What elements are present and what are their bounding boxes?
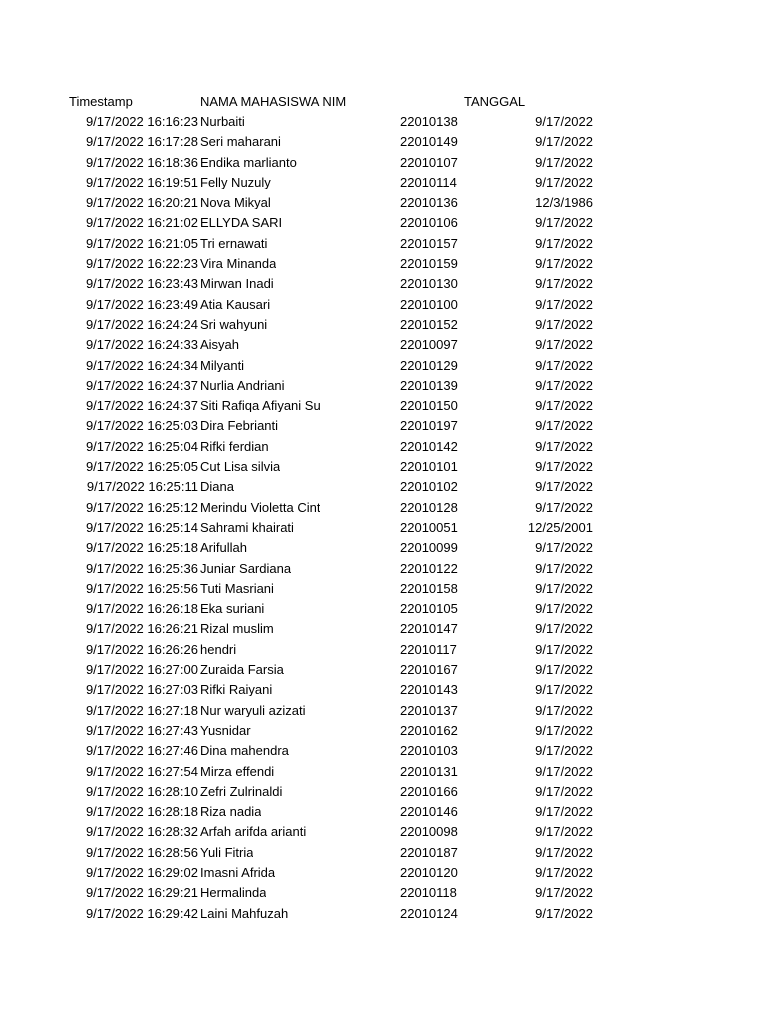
timestamp-cell: 9/17/2022 16:21:02 — [85, 215, 198, 231]
table-row — [0, 359, 768, 379]
date-cell: 9/17/2022 — [535, 377, 593, 393]
date-cell: 9/17/2022 — [535, 905, 593, 921]
table-row — [0, 257, 768, 277]
date-cell: 9/17/2022 — [535, 722, 593, 738]
nim-cell: 22010117 — [400, 641, 457, 657]
nim-cell: 22010197 — [400, 418, 458, 434]
nim-cell: 22010120 — [400, 864, 458, 880]
date-cell: 9/17/2022 — [535, 743, 593, 759]
name-cell: Atia Kausari — [200, 297, 271, 311]
table-row — [0, 886, 768, 906]
nim-cell: 22010139 — [400, 377, 458, 393]
name-cell: Cut Lisa silvia — [200, 460, 281, 474]
date-cell: 9/17/2022 — [535, 662, 593, 678]
header-timestamp: Timestamp — [69, 94, 133, 109]
name-cell: Zefri Zulrinaldi — [200, 784, 283, 798]
header-tanggal: TANGGAL — [464, 94, 526, 109]
date-cell: 9/17/2022 — [535, 540, 593, 556]
date-cell: 9/17/2022 — [535, 621, 593, 637]
nim-cell: 22010138 — [400, 114, 458, 129]
table-body — [0, 115, 768, 927]
table-row — [0, 338, 768, 358]
nim-cell: 22010105 — [400, 601, 458, 617]
name-cell: Laini Mahfuzah — [200, 906, 289, 920]
date-cell: 9/17/2022 — [535, 682, 593, 698]
name-cell: Eka suriani — [200, 602, 265, 616]
table-row — [0, 765, 768, 785]
table-row — [0, 135, 768, 155]
name-cell: Yuli Fitria — [200, 845, 254, 859]
timestamp-cell: 9/17/2022 16:16:23 — [85, 114, 198, 129]
timestamp-cell: 9/17/2022 16:25:04 — [85, 438, 198, 454]
nim-cell: 22010187 — [400, 844, 458, 860]
name-cell: Arifullah — [200, 541, 247, 555]
name-cell: Felly Nuzuly — [200, 175, 271, 189]
date-cell: 9/17/2022 — [535, 154, 593, 170]
timestamp-cell: 9/17/2022 16:26:26 — [85, 641, 198, 657]
name-cell: Siti Rafiqa Afiyani Su — [200, 399, 321, 413]
nim-cell: 22010152 — [400, 316, 458, 332]
date-cell: 9/17/2022 — [535, 398, 593, 414]
date-cell: 9/17/2022 — [535, 499, 593, 515]
name-cell: Rizal muslim — [200, 622, 274, 636]
timestamp-cell: 9/17/2022 16:24:24 — [85, 316, 198, 332]
date-cell: 9/17/2022 — [535, 844, 593, 860]
table-row — [0, 237, 768, 257]
name-cell: Sri wahyuni — [200, 317, 268, 331]
name-cell: Nurlia Andriani — [200, 378, 285, 392]
date-cell: 9/17/2022 — [535, 215, 593, 231]
nim-cell: 22010166 — [400, 783, 458, 799]
nim-cell: 22010147 — [400, 621, 458, 637]
table-row — [0, 399, 768, 419]
date-cell: 9/17/2022 — [535, 864, 593, 880]
name-cell: Aisyah — [200, 338, 240, 352]
nim-cell: 22010157 — [400, 235, 458, 251]
name-cell: Dira Febrianti — [200, 419, 279, 433]
timestamp-cell: 9/17/2022 16:23:49 — [85, 296, 198, 312]
date-cell: 9/17/2022 — [535, 560, 593, 576]
table-row — [0, 622, 768, 642]
name-cell: Rifki ferdian — [200, 439, 269, 453]
name-cell: Milyanti — [200, 358, 245, 372]
table-row — [0, 663, 768, 683]
timestamp-cell: 9/17/2022 16:29:21 — [85, 885, 198, 901]
timestamp-cell: 9/17/2022 16:26:18 — [85, 601, 198, 617]
timestamp-cell: 9/17/2022 16:27:00 — [85, 662, 198, 678]
table-row — [0, 480, 768, 500]
timestamp-cell: 9/17/2022 16:27:18 — [85, 702, 198, 718]
nim-cell: 22010131 — [400, 763, 458, 779]
name-cell: Endika marlianto — [200, 155, 297, 169]
name-cell: Zuraida Farsia — [200, 663, 284, 677]
timestamp-cell: 9/17/2022 16:24:37 — [85, 398, 198, 414]
timestamp-cell: 9/17/2022 16:25:56 — [85, 580, 198, 596]
table-row — [0, 379, 768, 399]
timestamp-cell: 9/17/2022 16:25:05 — [85, 459, 198, 475]
timestamp-cell: 9/17/2022 16:19:51 — [85, 174, 198, 190]
timestamp-cell: 9/17/2022 16:29:42 — [85, 905, 198, 921]
table-row — [0, 805, 768, 825]
table-row — [0, 846, 768, 866]
timestamp-cell: 9/17/2022 16:23:43 — [85, 276, 198, 292]
date-cell: 9/17/2022 — [535, 763, 593, 779]
table-row — [0, 541, 768, 561]
table-row — [0, 419, 768, 439]
date-cell: 9/17/2022 — [535, 479, 593, 495]
nim-cell: 22010097 — [400, 337, 458, 353]
nim-cell: 22010098 — [400, 824, 458, 840]
name-cell: hendri — [200, 642, 237, 656]
name-cell: Mirwan Inadi — [200, 277, 274, 291]
timestamp-cell: 9/17/2022 16:26:21 — [85, 621, 198, 637]
date-cell: 9/17/2022 — [535, 641, 593, 657]
name-cell: Riza nadia — [200, 805, 262, 819]
table-row — [0, 683, 768, 703]
nim-cell: 22010142 — [400, 438, 458, 454]
table-header — [0, 95, 768, 111]
timestamp-cell: 9/17/2022 16:28:18 — [85, 804, 198, 820]
date-cell: 9/17/2022 — [535, 114, 593, 129]
table-row — [0, 562, 768, 582]
timestamp-cell: 9/17/2022 16:27:54 — [85, 763, 198, 779]
name-cell: Arfah arifda arianti — [200, 825, 307, 839]
timestamp-cell: 9/17/2022 16:25:14 — [85, 519, 198, 535]
timestamp-cell: 9/17/2022 16:25:11 — [86, 479, 198, 495]
table-row — [0, 825, 768, 845]
date-cell: 12/3/1986 — [535, 195, 593, 211]
name-cell: Yusnidar — [200, 723, 251, 737]
date-cell: 12/25/2001 — [527, 519, 593, 535]
date-cell: 9/17/2022 — [535, 357, 593, 373]
name-cell: Merindu Violetta Cint — [200, 500, 321, 514]
name-cell: Dina mahendra — [200, 744, 289, 758]
timestamp-cell: 9/17/2022 16:27:43 — [85, 722, 198, 738]
name-cell: Juniar Sardiana — [200, 561, 292, 575]
nim-cell: 22010150 — [400, 398, 458, 414]
name-cell: Nurbaiti — [200, 115, 245, 128]
table-row — [0, 704, 768, 724]
table-row — [0, 176, 768, 196]
table-row — [0, 196, 768, 216]
timestamp-cell: 9/17/2022 16:28:32 — [85, 824, 198, 840]
table-row — [0, 298, 768, 318]
table-row — [0, 318, 768, 338]
date-cell: 9/17/2022 — [535, 276, 593, 292]
nim-cell: 22010136 — [400, 195, 458, 211]
table-row — [0, 440, 768, 460]
date-cell: 9/17/2022 — [535, 418, 593, 434]
name-cell: Nur waryuli azizati — [200, 703, 306, 717]
name-cell: ELLYDA SARI — [200, 216, 283, 230]
name-cell: Mirza effendi — [200, 764, 275, 778]
name-cell: Hermalinda — [200, 886, 267, 900]
nim-cell: 22010103 — [400, 743, 458, 759]
table-row — [0, 216, 768, 236]
timestamp-cell: 9/17/2022 16:29:02 — [85, 864, 198, 880]
timestamp-cell: 9/17/2022 16:24:33 — [85, 337, 198, 353]
name-cell: Rifki Raiyani — [200, 683, 273, 697]
nim-cell: 22010130 — [400, 276, 458, 292]
date-cell: 9/17/2022 — [535, 783, 593, 799]
nim-cell: 22010101 — [400, 459, 458, 475]
date-cell: 9/17/2022 — [535, 235, 593, 251]
nim-cell: 22010167 — [400, 662, 458, 678]
nim-cell: 22010114 — [400, 174, 457, 190]
date-cell: 9/17/2022 — [535, 885, 593, 901]
date-cell: 9/17/2022 — [535, 601, 593, 617]
timestamp-cell: 9/17/2022 16:21:05 — [85, 235, 198, 251]
timestamp-cell: 9/17/2022 16:22:23 — [85, 256, 198, 272]
timestamp-cell: 9/17/2022 16:27:46 — [85, 743, 198, 759]
nim-cell: 22010099 — [400, 540, 458, 556]
timestamp-cell: 9/17/2022 16:25:18 — [85, 540, 198, 556]
name-cell: Imasni Afrida — [200, 865, 276, 879]
timestamp-cell: 9/17/2022 16:28:10 — [85, 783, 198, 799]
timestamp-cell: 9/17/2022 16:28:56 — [85, 844, 198, 860]
table-row — [0, 724, 768, 744]
table-row — [0, 156, 768, 176]
date-cell: 9/17/2022 — [535, 316, 593, 332]
nim-cell: 22010162 — [400, 722, 458, 738]
timestamp-cell: 9/17/2022 16:24:34 — [85, 357, 198, 373]
timestamp-cell: 9/17/2022 16:25:36 — [85, 560, 198, 576]
table-row — [0, 460, 768, 480]
timestamp-cell: 9/17/2022 16:17:28 — [85, 134, 198, 150]
date-cell: 9/17/2022 — [535, 296, 593, 312]
nim-cell: 22010118 — [400, 885, 457, 901]
name-cell: Tuti Masriani — [200, 581, 274, 595]
nim-cell: 22010124 — [400, 905, 458, 921]
name-cell: Seri maharani — [200, 135, 281, 149]
timestamp-cell: 9/17/2022 16:25:12 — [85, 499, 198, 515]
nim-cell: 22010149 — [400, 134, 458, 150]
nim-cell: 22010159 — [400, 256, 458, 272]
date-cell: 9/17/2022 — [535, 824, 593, 840]
table-row — [0, 582, 768, 602]
timestamp-cell: 9/17/2022 16:20:21 — [85, 195, 198, 211]
name-cell: Diana — [200, 480, 234, 494]
timestamp-cell: 9/17/2022 16:27:03 — [85, 682, 198, 698]
table-row — [0, 643, 768, 663]
table-row — [0, 744, 768, 764]
timestamp-cell: 9/17/2022 16:25:03 — [85, 418, 198, 434]
nim-cell: 22010143 — [400, 682, 458, 698]
date-cell: 9/17/2022 — [535, 337, 593, 353]
table-row — [0, 785, 768, 805]
nim-cell: 22010102 — [400, 479, 458, 495]
nim-cell: 22010122 — [400, 560, 458, 576]
name-cell: Vira Minanda — [200, 257, 277, 271]
table-row — [0, 602, 768, 622]
nim-cell: 22010100 — [400, 296, 458, 312]
date-cell: 9/17/2022 — [535, 174, 593, 190]
table-row — [0, 866, 768, 886]
table-row — [0, 501, 768, 521]
nim-cell: 22010137 — [400, 702, 458, 718]
nim-cell: 22010158 — [400, 580, 458, 596]
table-row — [0, 277, 768, 297]
nim-cell: 22010106 — [400, 215, 458, 231]
name-cell: Tri ernawati — [200, 236, 268, 250]
table-row — [0, 521, 768, 541]
date-cell: 9/17/2022 — [535, 804, 593, 820]
nim-cell: 22010051 — [400, 519, 458, 535]
nim-cell: 22010146 — [400, 804, 458, 820]
name-cell: Nova Mikyal — [200, 196, 271, 210]
nim-cell: 22010107 — [400, 154, 458, 170]
timestamp-cell: 9/17/2022 16:18:36 — [85, 154, 198, 170]
name-cell: Sahrami khairati — [200, 520, 294, 534]
table-row — [0, 115, 768, 135]
header-nama-nim: NAMA MAHASISWA NIM — [200, 94, 347, 109]
date-cell: 9/17/2022 — [535, 459, 593, 475]
date-cell: 9/17/2022 — [535, 256, 593, 272]
date-cell: 9/17/2022 — [535, 438, 593, 454]
nim-cell: 22010128 — [400, 499, 458, 515]
date-cell: 9/17/2022 — [535, 580, 593, 596]
timestamp-cell: 9/17/2022 16:24:37 — [85, 377, 198, 393]
date-cell: 9/17/2022 — [535, 702, 593, 718]
date-cell: 9/17/2022 — [535, 134, 593, 150]
nim-cell: 22010129 — [400, 357, 458, 373]
table-row — [0, 907, 768, 927]
